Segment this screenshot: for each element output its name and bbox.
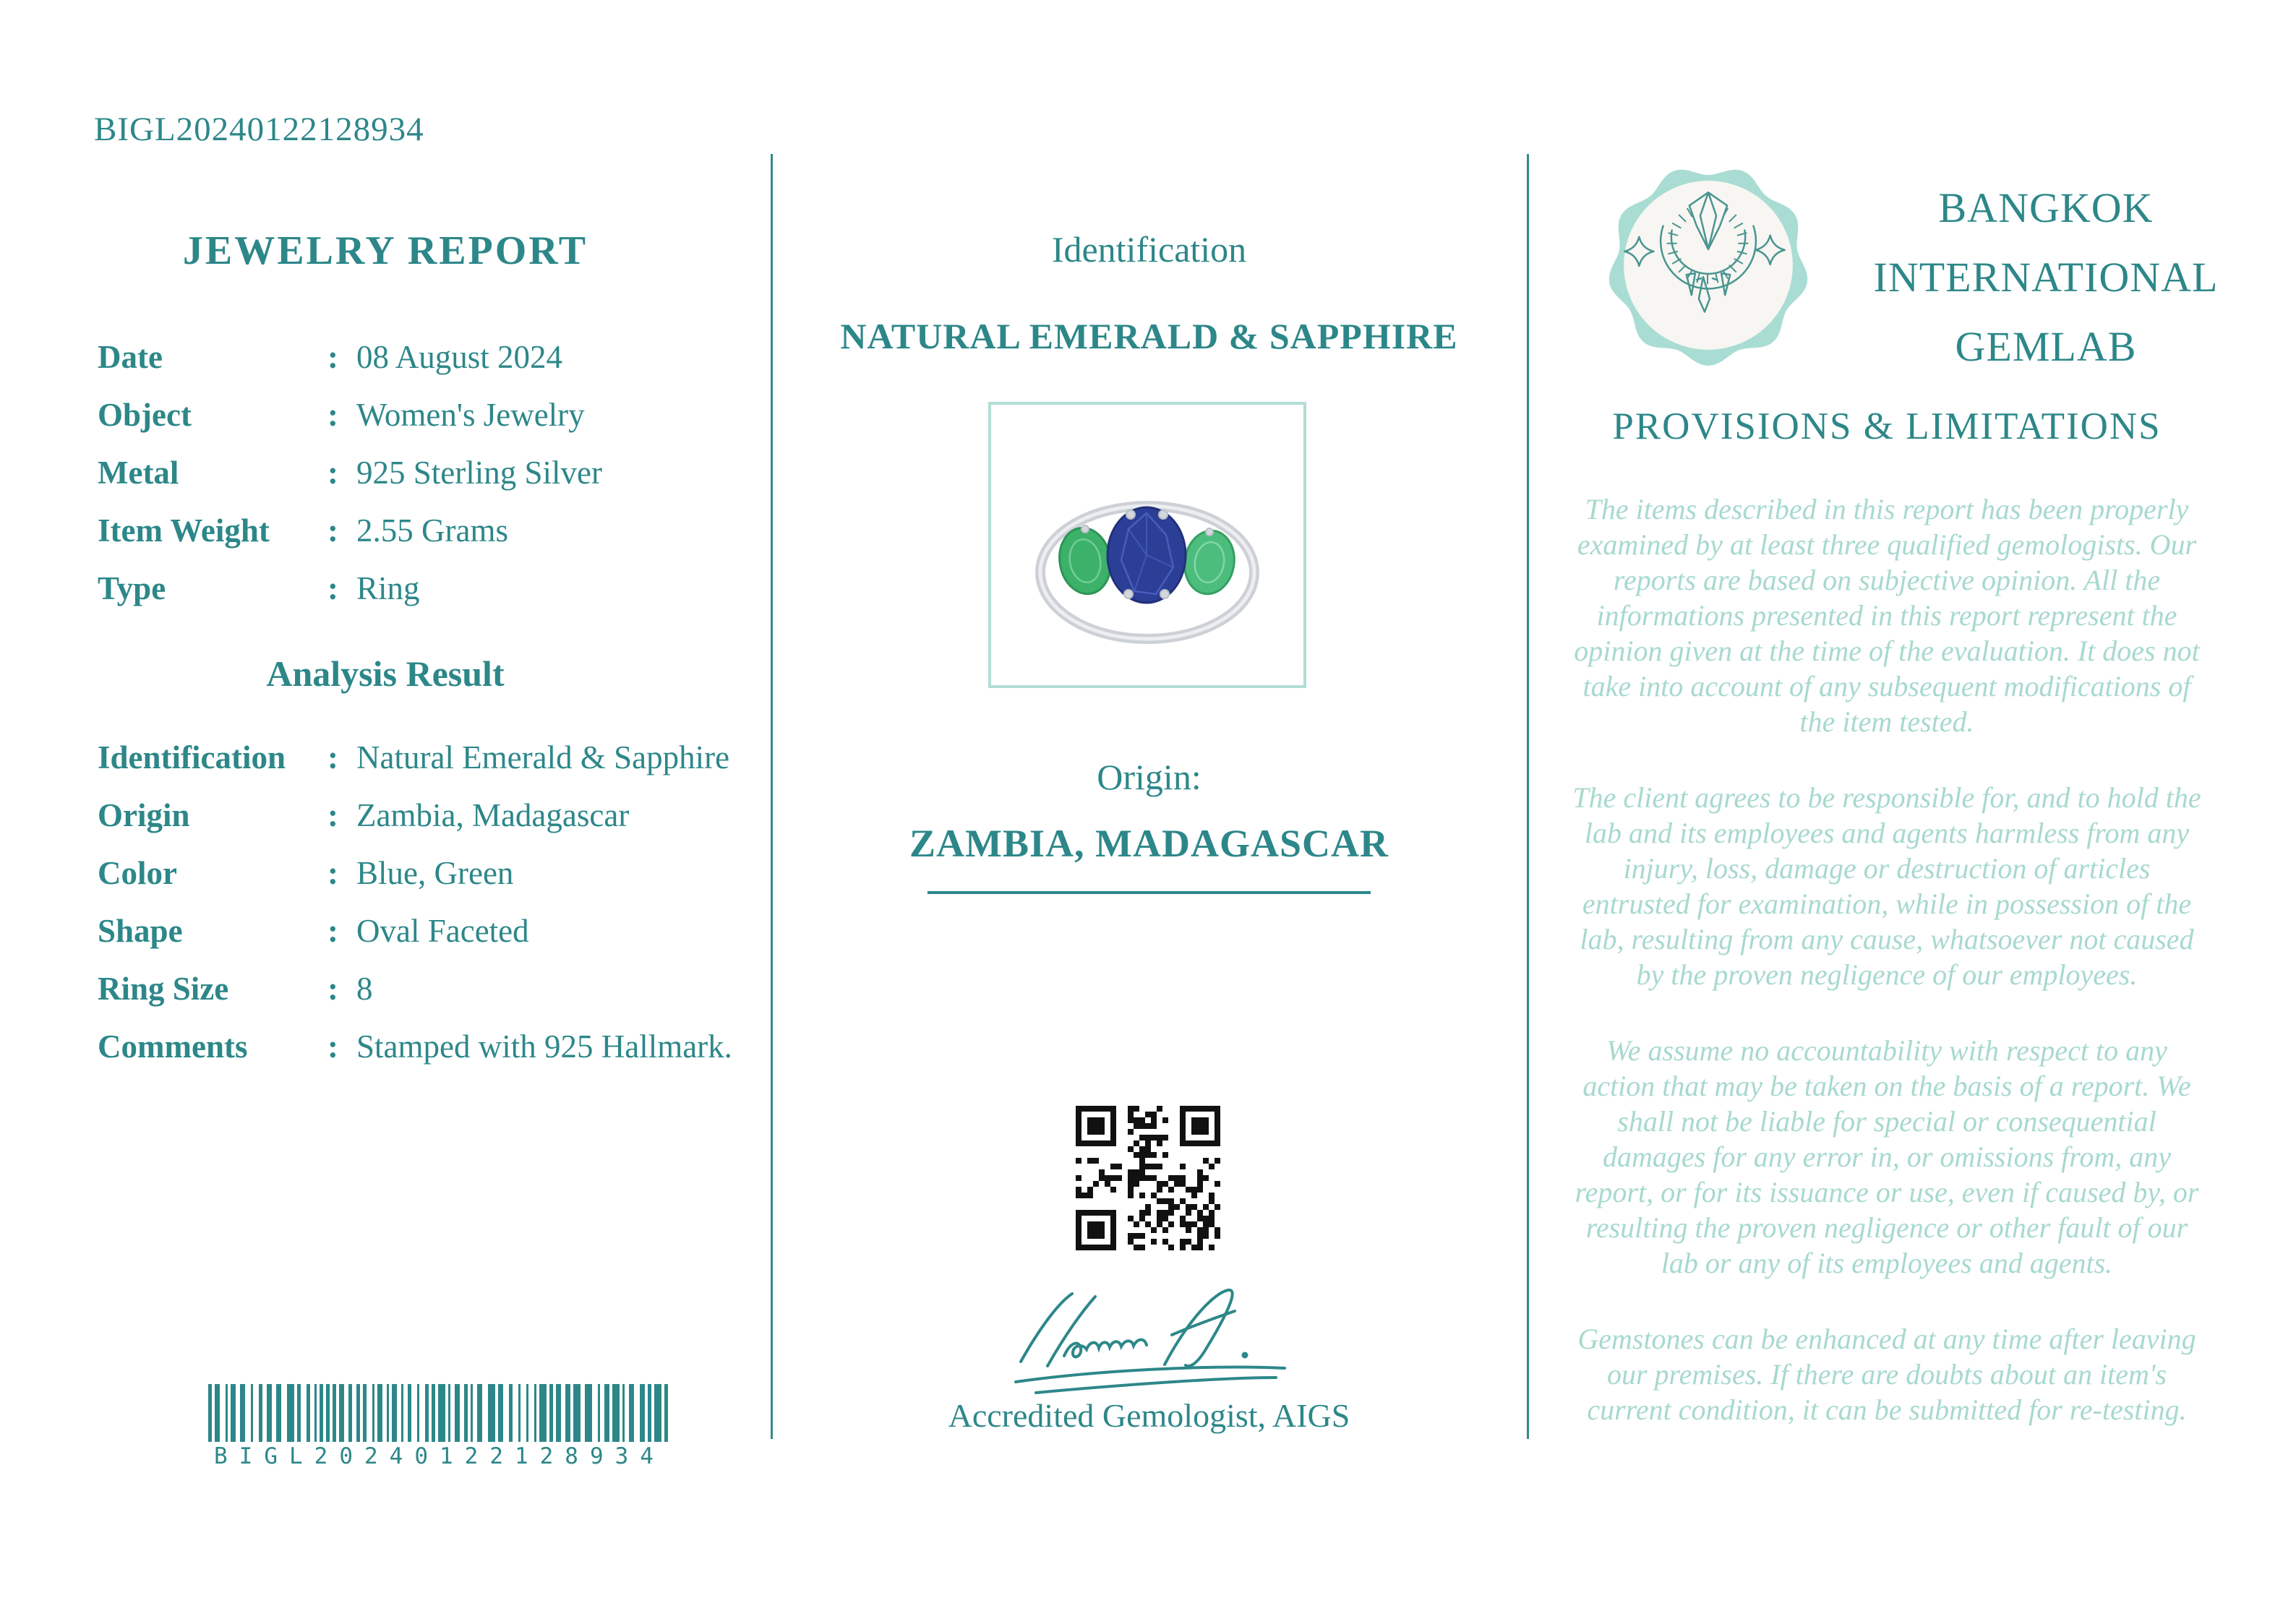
field-label: Metal	[98, 455, 179, 491]
ring-image	[991, 405, 1303, 685]
origin-label: Origin:	[1097, 757, 1201, 797]
analysis-fields	[98, 739, 755, 1086]
field-separator: :	[327, 971, 338, 1007]
field-separator: :	[327, 512, 338, 549]
barcode-text: BIGL20240122128934	[214, 1443, 665, 1469]
lab-name	[1842, 173, 2250, 382]
field-row	[98, 970, 755, 1028]
field-separator: :	[327, 397, 338, 433]
field-value: 08 August 2024	[356, 339, 563, 375]
field-row	[98, 396, 755, 454]
provisions-paragraphs	[1569, 491, 2205, 1468]
field-row	[98, 854, 755, 912]
origin-value: ZAMBIA, MADAGASCAR	[909, 822, 1389, 865]
provisions-paragraph: The client agrees to be responsible for, and to hold the lab and its employees and agents harmless from any injury, loss, damage or destruction of articles entrusted for examination, while in possession of the lab, resulting from any cause, whatsoever not caused by the proven negligence of our employees.	[1572, 781, 2201, 991]
field-label: Comments	[98, 1028, 248, 1065]
field-separator: :	[327, 855, 338, 891]
field-value: Oval Faceted	[356, 913, 529, 949]
field-separator: :	[327, 1028, 338, 1065]
field-row	[98, 796, 755, 854]
field-label: Item Weight	[98, 512, 270, 549]
barcode-bars	[208, 1384, 671, 1442]
field-separator: :	[327, 570, 338, 606]
field-row	[98, 454, 755, 512]
analysis-result-title: Analysis Result	[266, 653, 505, 694]
field-value: Ring	[356, 570, 420, 606]
field-row	[98, 570, 755, 627]
field-row	[98, 1028, 755, 1086]
field-value: 2.55 Grams	[356, 512, 508, 549]
field-label: Type	[98, 570, 166, 606]
provisions-paragraph: We assume no accountability with respect to any action that may be taken on the basis of a report. We shall not be liable for special or consequential damages for any error in, or omissions from, any report, or for its issuance or use, even if caused by, or resulting the proven negligence or other fault of our lab or any of its employees and agents.	[1575, 1034, 2199, 1279]
field-label: Color	[98, 855, 177, 891]
origin-underline	[928, 891, 1371, 894]
provisions-paragraph: The items described in this report has been properly examined by at least three qualified gemologists. Our reports are based on subjective opinion. All the informations presented in this report represent the opinion given at the time of the evaluation. It does not take into account of any subsequent modifications of the item tested.	[1574, 493, 2200, 738]
field-row	[98, 338, 755, 396]
field-label: Object	[98, 397, 192, 433]
qr-code	[1076, 1106, 1220, 1250]
field-value: Stamped with 925 Hallmark.	[356, 1028, 732, 1065]
field-label: Date	[98, 339, 163, 375]
field-label: Shape	[98, 913, 183, 949]
field-label: Ring Size	[98, 971, 229, 1007]
jewelry-photo-frame	[988, 402, 1306, 688]
field-row	[98, 512, 755, 570]
identification-section-title: Identification	[1051, 229, 1247, 270]
gemlab-logo	[1606, 163, 1810, 367]
provisions-paragraph: Gemstones can be enhanced at any time after leaving our premises. If there are doubts about an item's current condition, it can be submitted for re-testing.	[1577, 1323, 2196, 1426]
field-value: 8	[356, 971, 373, 1007]
gemologist-credential: Accredited Gemologist, AIGS	[948, 1397, 1350, 1434]
field-row	[98, 739, 755, 796]
field-value: Zambia, Madagascar	[356, 797, 630, 833]
lab-name-line: INTERNATIONAL	[1873, 254, 2219, 301]
field-separator: :	[327, 455, 338, 491]
barcode	[208, 1384, 671, 1469]
field-separator: :	[327, 739, 338, 776]
emerald-right	[1181, 527, 1239, 598]
signature	[981, 1281, 1318, 1407]
jewelry-report-title: JEWELRY REPORT	[182, 228, 588, 273]
sapphire-center	[1108, 507, 1186, 603]
field-separator: :	[327, 339, 338, 375]
field-separator: :	[327, 797, 338, 833]
report-number: BIGL20240122128934	[94, 111, 424, 148]
lab-name-line: GEMLAB	[1955, 323, 2137, 370]
field-separator: :	[327, 913, 338, 949]
field-value: Women's Jewelry	[356, 397, 585, 433]
provisions-limitations-title: PROVISIONS & LIMITATIONS	[1612, 405, 2162, 447]
field-value: Natural Emerald & Sapphire	[356, 739, 730, 776]
column-divider-right	[1527, 154, 1529, 1439]
field-value: Blue, Green	[356, 855, 514, 891]
field-label: Origin	[98, 797, 190, 833]
identification-value: NATURAL EMERALD & SAPPHIRE	[840, 316, 1458, 356]
field-value: 925 Sterling Silver	[356, 455, 602, 491]
field-label: Identification	[98, 739, 286, 776]
field-row	[98, 912, 755, 970]
lab-name-line: BANGKOK	[1938, 184, 2154, 231]
item-fields	[98, 338, 755, 627]
